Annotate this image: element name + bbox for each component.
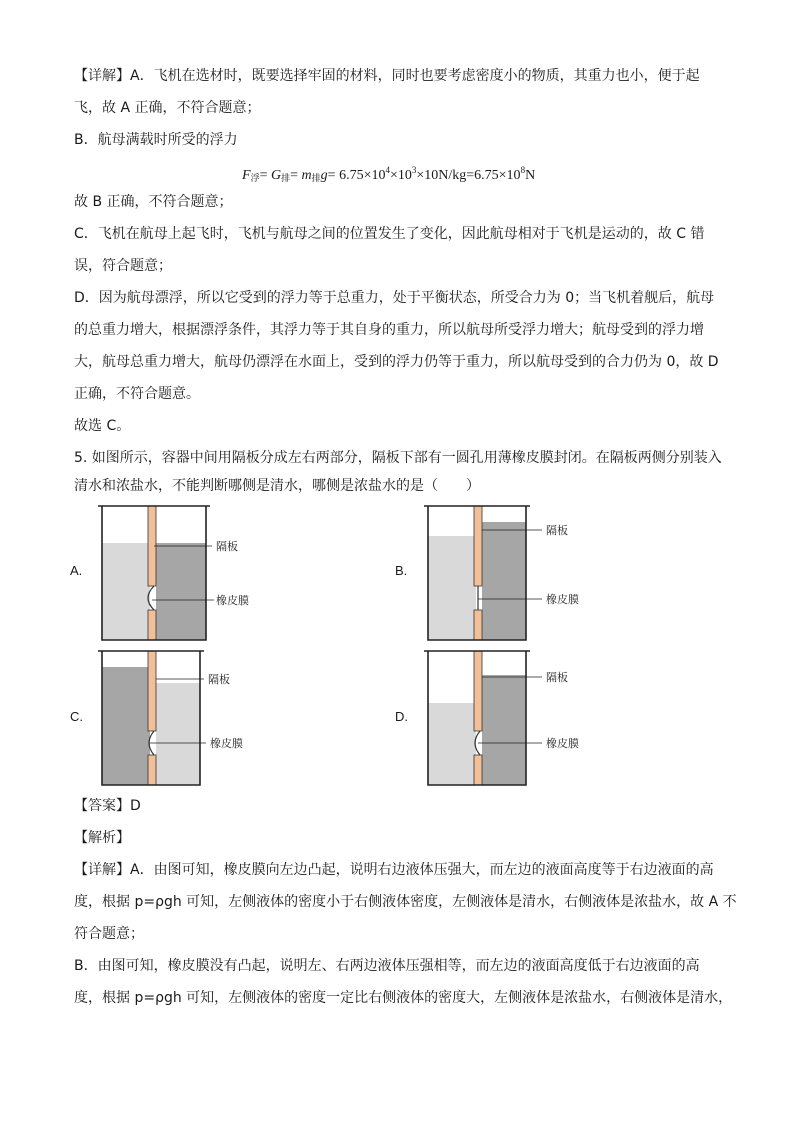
formula-exp1: 4 [385,165,390,175]
formula-f-sub: 浮 [250,173,260,183]
figure-a [94,500,294,645]
explain-line-10: 正确，不符合题意。 [74,386,200,402]
option-a-label: A. [70,563,83,578]
figure-c-membrane-label: 橡皮膜 [210,737,243,750]
figure-c [94,645,294,790]
explain-line-2: 飞，故 A 正确，不符合题意； [74,100,261,116]
explain-line-7: D．因为航母漂浮，所以它受到的浮力等于总重力，处于平衡状态，所受合力为 0；当飞机着舰后，航母 [74,290,715,306]
buoyancy-formula [242,160,535,188]
formula-exp3: 8 [520,165,526,175]
formula-m-sub: 排 [311,173,321,183]
figure-d [420,645,620,790]
detail-line-5: 度，根据 p=ρgh 可知，左侧液体的密度一定比右侧液体的密度大，左侧液体是浓盐水，右侧液体是清水， [74,990,733,1006]
explain-line-8: 的总重力增大，根据漂浮条件，其浮力等于其自身的重力，所以航母所受浮力增大；航母受到的浮力增 [74,322,704,338]
figure-a-partition-bottom [148,610,156,640]
detail-line-1: 【详解】A．由图可知，橡皮膜向左边凸起，说明右边液体压强大，而左边的液面高度等于右边液面的高 [74,862,714,878]
explain-line-11: 故选 C。 [74,418,131,434]
figure-d-partition-label: 隔板 [546,671,568,684]
figure-c-right-liquid [156,683,200,785]
option-b-label: B. [395,563,408,578]
formula-f: F [242,168,251,183]
formula-rhs4: N [525,168,536,183]
analysis-heading: 【解析】 [74,830,130,846]
explain-line-3: B．航母满载时所受的浮力 [74,132,238,148]
figure-c-partition-top [148,651,156,731]
question-5-line-1: 5. 如图所示，容器中间用隔板分成左右两部分，隔板下部有一圆孔用薄橡皮膜封闭。在隔板两侧分别装入 [74,450,722,466]
option-c-label: C. [70,709,83,724]
figure-b [420,500,620,645]
figure-c-partition-label: 隔板 [208,673,230,686]
explain-line-4: 故 B 正确，不符合题意； [74,194,233,210]
figure-c-left-liquid [102,667,150,785]
formula-rhs1: = 6.75×10 [327,168,386,183]
figure-b-membrane-label: 橡皮膜 [546,593,579,606]
explain-line-5: C．飞机在航母上起飞时，飞机与航母之间的位置发生了变化，因此航母相对于飞机是运动的，故 C 错 [74,226,705,242]
formula-eq2: = [290,168,302,183]
formula-eq1: = [259,168,271,183]
figure-a-partition-label: 隔板 [216,540,238,553]
figure-b-right-liquid [482,522,526,640]
figure-d-right-liquid [482,675,526,785]
question-5-line-2: 清水和浓盐水，不能判断哪侧是清水，哪侧是浓盐水的是（ ） [74,478,480,494]
figure-b-left-liquid [428,536,476,640]
figure-b-partition-label: 隔板 [546,524,568,537]
option-d-label: D. [395,709,408,724]
detail-line-2: 度，根据 p=ρgh 可知，左侧液体的密度小于右侧液体密度，左侧液体是清水，右侧液体是浓盐水，故 A 不 [74,894,737,910]
explain-line-9: 大，航母总重力增大，航母仍漂浮在水面上，受到的浮力仍等于重力，所以航母受到的合力仍为 0，故 D [74,354,719,370]
detail-line-4: B．由图可知，橡皮膜没有凸起，说明左、右两边液体压强相等，而左边的液面高度低于右边液面的高 [74,958,700,974]
figure-d-left-liquid [428,703,476,785]
formula-rhs3: ×10N/kg=6.75×10 [416,168,521,183]
formula-g-weight: G [270,168,282,183]
explain-line-1: 【详解】A．飞机在选材时，既要选择牢固的材料，同时也要考虑密度小的物质，其重力也小，便于起 [74,68,700,84]
formula-g-sub: 排 [281,173,291,183]
figure-b-partition-bottom [474,610,482,640]
formula-g: g [320,168,328,183]
figure-a-left-liquid [102,543,150,640]
formula-rhs2: ×10 [389,168,412,183]
figure-b-partition-top [474,506,482,586]
figure-a-membrane-label: 橡皮膜 [216,594,249,607]
figure-c-partition-bottom [148,755,156,785]
formula-exp2: 3 [411,165,417,175]
figure-d-partition-top [474,651,482,731]
explain-line-6: 误，符合题意； [74,258,172,274]
answer-line: 【答案】D [74,798,141,814]
figure-d-partition-bottom [474,755,482,785]
figure-a-right-liquid [156,543,206,640]
figure-d-membrane-label: 橡皮膜 [546,737,579,750]
detail-line-3: 符合题意； [74,926,144,942]
formula-m: m [301,168,312,183]
